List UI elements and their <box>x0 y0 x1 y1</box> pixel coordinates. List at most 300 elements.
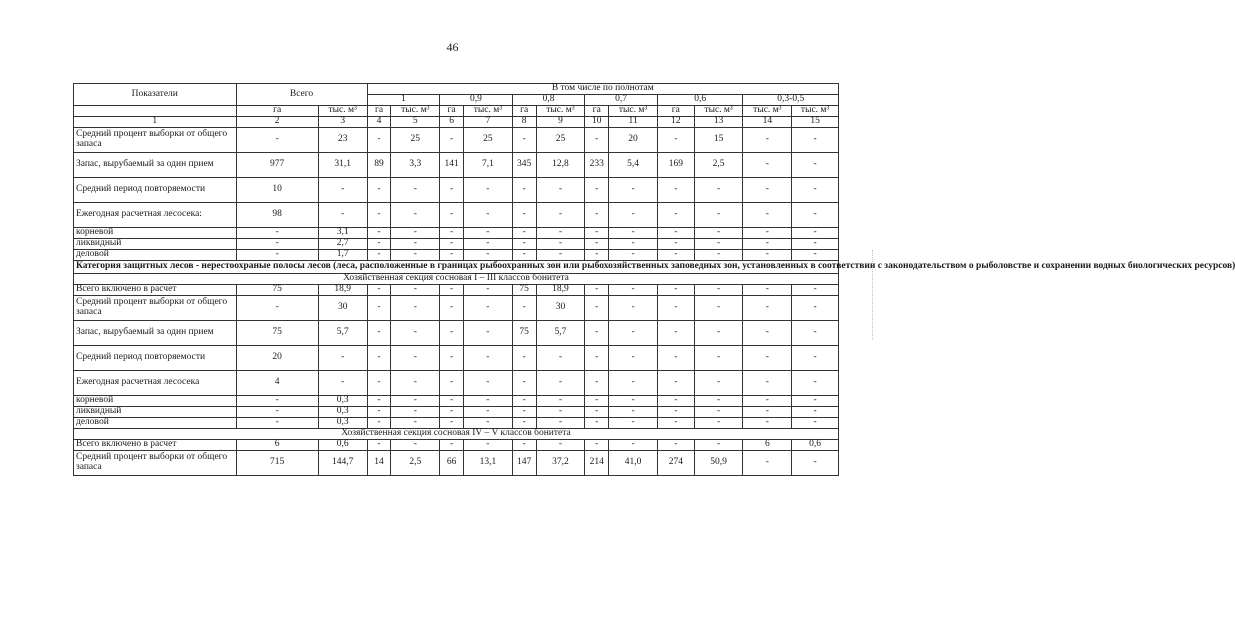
table-cell: - <box>657 417 694 428</box>
header-unit: га <box>440 106 464 117</box>
column-number: 11 <box>609 117 658 128</box>
header-unit: га <box>236 106 318 117</box>
table-cell: - <box>743 203 792 228</box>
table-cell: - <box>464 345 513 370</box>
table-cell: - <box>657 295 694 320</box>
table-cell: - <box>609 406 658 417</box>
header-density: 0,6 <box>657 95 743 106</box>
table-cell: 30 <box>318 295 367 320</box>
table-cell: - <box>464 417 513 428</box>
table-cell: - <box>367 203 391 228</box>
header-unit: га <box>585 106 609 117</box>
table-cell: - <box>585 284 609 295</box>
table-cell: - <box>585 320 609 345</box>
row-label: Всего включено в расчет <box>74 284 237 295</box>
table-cell: - <box>609 284 658 295</box>
table-cell: - <box>536 178 585 203</box>
table-cell: 1,7 <box>318 250 367 261</box>
column-number: 6 <box>440 117 464 128</box>
table-cell: - <box>367 395 391 406</box>
table-cell: - <box>536 439 585 450</box>
table-cell: - <box>743 178 792 203</box>
column-number: 1 <box>74 117 237 128</box>
table-cell: - <box>694 395 743 406</box>
table-cell: 141 <box>440 153 464 178</box>
row-label: корневой <box>74 228 237 239</box>
table-cell: - <box>367 370 391 395</box>
table-row <box>74 295 839 320</box>
column-number: 10 <box>585 117 609 128</box>
table-cell: - <box>391 345 440 370</box>
table-cell: - <box>367 128 391 153</box>
table-cell: 977 <box>236 153 318 178</box>
table-row <box>74 406 839 417</box>
table-cell: - <box>792 320 839 345</box>
row-label: Средний процент выборки от общего запаса <box>74 450 237 475</box>
table-cell: 2,5 <box>391 450 440 475</box>
table-cell: - <box>367 284 391 295</box>
header-row <box>74 84 839 95</box>
table-cell: - <box>391 203 440 228</box>
table-cell: - <box>694 284 743 295</box>
table-cell: - <box>440 417 464 428</box>
table-cell: - <box>585 345 609 370</box>
table-cell: 41,0 <box>609 450 658 475</box>
table-cell: - <box>657 345 694 370</box>
table-cell: - <box>391 178 440 203</box>
table-cell: - <box>236 395 318 406</box>
table-cell: - <box>792 128 839 153</box>
table-cell: 75 <box>236 320 318 345</box>
table-cell: - <box>694 439 743 450</box>
table-cell: 20 <box>609 128 658 153</box>
table-cell: - <box>391 239 440 250</box>
table-cell: - <box>657 228 694 239</box>
table-cell: - <box>609 345 658 370</box>
table-cell: - <box>585 239 609 250</box>
table-cell: - <box>743 284 792 295</box>
table-cell: - <box>657 395 694 406</box>
table-cell: - <box>609 417 658 428</box>
table-cell: - <box>391 320 440 345</box>
column-number: 15 <box>792 117 839 128</box>
table-cell: - <box>792 284 839 295</box>
table-cell: - <box>367 406 391 417</box>
table-cell: - <box>657 178 694 203</box>
table-cell: - <box>464 203 513 228</box>
table-cell: - <box>743 320 792 345</box>
row-label: корневой <box>74 395 237 406</box>
table-cell: - <box>536 417 585 428</box>
table-cell: - <box>792 406 839 417</box>
table-cell: - <box>792 417 839 428</box>
table-cell: - <box>391 417 440 428</box>
table-cell: - <box>743 417 792 428</box>
category-title: Категория защитных лесов - нерестоохраные полосы лесов (леса, расположенные в границах рыбоохранных зон или рыбохозяйственных заповедных зон, установленных в соответствии с законодательством о рыболовстве и сохранении водных биологических ресурсов) <box>74 261 839 274</box>
table-cell: - <box>792 295 839 320</box>
table-cell: 0,3 <box>318 395 367 406</box>
table-cell: - <box>512 370 536 395</box>
table-cell: - <box>440 345 464 370</box>
table-cell: - <box>609 178 658 203</box>
column-number: 5 <box>391 117 440 128</box>
table-cell: - <box>694 320 743 345</box>
header-density: 0,7 <box>585 95 658 106</box>
header-unit: га <box>367 106 391 117</box>
table-cell: - <box>657 370 694 395</box>
category-title-row <box>74 261 839 274</box>
table-cell: 50,9 <box>694 450 743 475</box>
table-cell: - <box>236 228 318 239</box>
header-density: 0,3-0,5 <box>743 95 839 106</box>
table-cell: 233 <box>585 153 609 178</box>
table-cell: - <box>657 284 694 295</box>
row-label: ликвидный <box>74 406 237 417</box>
table-cell: - <box>367 250 391 261</box>
table-cell: - <box>536 370 585 395</box>
table-cell: - <box>585 417 609 428</box>
table-cell: 75 <box>512 320 536 345</box>
table-cell: - <box>236 128 318 153</box>
table-cell: - <box>367 295 391 320</box>
table-cell: - <box>440 203 464 228</box>
table-cell: - <box>657 239 694 250</box>
table-cell: - <box>609 320 658 345</box>
table-row <box>74 203 839 228</box>
table-cell: - <box>464 406 513 417</box>
table-cell: - <box>512 250 536 261</box>
table-cell: - <box>367 320 391 345</box>
table-row <box>74 228 839 239</box>
table-cell: - <box>609 295 658 320</box>
table-cell: 214 <box>585 450 609 475</box>
header-density: 1 <box>367 95 440 106</box>
table-cell: - <box>536 345 585 370</box>
table-cell: - <box>585 128 609 153</box>
table-cell: - <box>536 250 585 261</box>
row-label: Запас, вырубаемый за один прием <box>74 320 237 345</box>
table-cell: - <box>512 345 536 370</box>
section-title-row <box>74 273 839 284</box>
row-label: Всего включено в расчет <box>74 439 237 450</box>
table-cell: - <box>512 295 536 320</box>
table-cell: - <box>743 450 792 475</box>
table-cell: - <box>512 439 536 450</box>
header-density: 0,9 <box>440 95 513 106</box>
table-cell: - <box>609 228 658 239</box>
table-cell: - <box>512 406 536 417</box>
table-cell: 0,3 <box>318 406 367 417</box>
table-row <box>74 250 839 261</box>
table-cell: - <box>609 439 658 450</box>
table-cell: 169 <box>657 153 694 178</box>
table-cell: - <box>440 320 464 345</box>
header-unit: тыс. м³ <box>609 106 658 117</box>
table-cell: - <box>391 295 440 320</box>
table-cell: - <box>585 295 609 320</box>
table-cell: - <box>694 250 743 261</box>
table-cell: - <box>585 439 609 450</box>
table-cell: - <box>440 178 464 203</box>
table-cell: - <box>792 250 839 261</box>
table-cell: 4 <box>236 370 318 395</box>
table-cell: - <box>694 295 743 320</box>
table-row <box>74 370 839 395</box>
table-cell: - <box>318 370 367 395</box>
margin-stamp <box>872 250 887 340</box>
table-cell: 0,6 <box>318 439 367 450</box>
table-cell: - <box>694 417 743 428</box>
table-cell: - <box>391 228 440 239</box>
table-cell: - <box>367 239 391 250</box>
table-cell: - <box>512 239 536 250</box>
column-number: 14 <box>743 117 792 128</box>
row-label: Средний процент выборки от общего запаса <box>74 128 237 153</box>
table-cell: 6 <box>236 439 318 450</box>
table-cell: - <box>609 250 658 261</box>
table-row <box>74 417 839 428</box>
forest-data-table <box>73 83 1235 476</box>
row-label: деловой <box>74 417 237 428</box>
table-cell: 13,1 <box>464 450 513 475</box>
table-cell: 66 <box>440 450 464 475</box>
column-number: 9 <box>536 117 585 128</box>
table-cell: - <box>236 406 318 417</box>
table-cell: 31,1 <box>318 153 367 178</box>
table-cell: - <box>318 178 367 203</box>
table-cell: 23 <box>318 128 367 153</box>
table-cell: - <box>743 395 792 406</box>
section-title: Хозяйственная секция сосновая I – III классов бонитета <box>74 273 839 284</box>
table-cell: - <box>464 178 513 203</box>
table-cell: - <box>743 250 792 261</box>
column-number: 7 <box>464 117 513 128</box>
table-cell: - <box>536 228 585 239</box>
table-cell: - <box>585 395 609 406</box>
table-cell: 37,2 <box>536 450 585 475</box>
table-cell: - <box>536 406 585 417</box>
table-cell: 7,1 <box>464 153 513 178</box>
column-number: 4 <box>367 117 391 128</box>
column-number: 12 <box>657 117 694 128</box>
table-cell: - <box>440 250 464 261</box>
table-cell: 3,1 <box>318 228 367 239</box>
header-unit: тыс. м³ <box>391 106 440 117</box>
table-cell: 345 <box>512 153 536 178</box>
table-cell: - <box>609 239 658 250</box>
table-cell: 89 <box>367 153 391 178</box>
table-cell: - <box>609 395 658 406</box>
table-cell: 5,7 <box>318 320 367 345</box>
row-label: Запас, вырубаемый за один прием <box>74 153 237 178</box>
table-cell: - <box>464 370 513 395</box>
table-cell: - <box>391 284 440 295</box>
table-cell: - <box>464 395 513 406</box>
header-density: 0,8 <box>512 95 585 106</box>
table-cell: - <box>464 284 513 295</box>
table-cell: 30 <box>536 295 585 320</box>
table-row <box>74 178 839 203</box>
table-cell: - <box>792 228 839 239</box>
column-numbers-row <box>74 117 839 128</box>
column-number: 8 <box>512 117 536 128</box>
table-cell: 144,7 <box>318 450 367 475</box>
table-cell: - <box>367 178 391 203</box>
table-cell: - <box>367 228 391 239</box>
table-cell: 25 <box>536 128 585 153</box>
table-cell: - <box>236 417 318 428</box>
page-number: 46 <box>446 40 459 54</box>
table-cell: - <box>236 250 318 261</box>
table-cell: - <box>657 439 694 450</box>
header-total: Всего <box>236 84 367 106</box>
header-unit: тыс. м³ <box>743 106 792 117</box>
header-unit: га <box>512 106 536 117</box>
table-cell: - <box>236 239 318 250</box>
row-label: Ежегодная расчетная лесосека: <box>74 203 237 228</box>
table-cell: - <box>440 395 464 406</box>
table-cell: - <box>367 417 391 428</box>
table-cell: - <box>391 395 440 406</box>
table-cell: - <box>743 228 792 239</box>
table-cell: - <box>743 345 792 370</box>
table-cell: - <box>694 239 743 250</box>
table-cell: - <box>318 203 367 228</box>
column-number: 13 <box>694 117 743 128</box>
table-cell: - <box>657 128 694 153</box>
table-cell: - <box>585 250 609 261</box>
table-cell: - <box>792 395 839 406</box>
table-cell: - <box>657 250 694 261</box>
header-unit: тыс. м³ <box>694 106 743 117</box>
table-cell: 5,4 <box>609 153 658 178</box>
table-cell: - <box>743 370 792 395</box>
table-cell: - <box>512 417 536 428</box>
row-label: деловой <box>74 250 237 261</box>
table-cell: 15 <box>694 128 743 153</box>
table-cell: - <box>318 345 367 370</box>
table-cell: - <box>609 370 658 395</box>
table-row <box>74 284 839 295</box>
table-cell: - <box>391 406 440 417</box>
table-cell: - <box>464 320 513 345</box>
table-cell: - <box>367 345 391 370</box>
table-cell: 5,7 <box>536 320 585 345</box>
table-cell: - <box>743 128 792 153</box>
section-title: Хозяйственная секция сосновая IV – V классов бонитета <box>74 428 839 439</box>
row-label: ликвидный <box>74 239 237 250</box>
table-cell: - <box>536 395 585 406</box>
table-cell: - <box>792 239 839 250</box>
table-cell: - <box>743 153 792 178</box>
table-cell: - <box>464 439 513 450</box>
table-cell: - <box>536 239 585 250</box>
column-number: 2 <box>236 117 318 128</box>
table-cell: - <box>512 203 536 228</box>
table-cell: - <box>792 153 839 178</box>
table-cell: - <box>464 228 513 239</box>
table-cell: - <box>743 295 792 320</box>
table-cell: - <box>694 203 743 228</box>
header-incl-density: В том числе по полнотам <box>367 84 838 95</box>
table-cell: - <box>440 439 464 450</box>
table-row <box>74 128 839 153</box>
column-number: 3 <box>318 117 367 128</box>
table-cell: - <box>792 450 839 475</box>
table-cell: 0,3 <box>318 417 367 428</box>
table-cell: - <box>792 345 839 370</box>
table-cell: - <box>609 203 658 228</box>
table-cell: - <box>694 370 743 395</box>
table-cell: - <box>464 239 513 250</box>
table-cell: 98 <box>236 203 318 228</box>
table-cell: - <box>236 295 318 320</box>
table-cell: - <box>694 228 743 239</box>
table-cell: 147 <box>512 450 536 475</box>
table-cell: - <box>440 284 464 295</box>
table-cell: 6 <box>743 439 792 450</box>
table-cell: - <box>792 178 839 203</box>
header-unit: га <box>657 106 694 117</box>
table-cell: - <box>391 370 440 395</box>
table-cell: 75 <box>512 284 536 295</box>
table-row <box>74 320 839 345</box>
table-cell: 18,9 <box>536 284 585 295</box>
table-cell: - <box>536 203 585 228</box>
row-label: Средний период повторяемости <box>74 345 237 370</box>
table-cell: - <box>743 406 792 417</box>
table-cell: - <box>391 250 440 261</box>
table-cell: 715 <box>236 450 318 475</box>
table-cell: - <box>743 239 792 250</box>
table-cell: - <box>440 406 464 417</box>
table-cell: - <box>585 406 609 417</box>
section-title-row <box>74 428 839 439</box>
table-cell: - <box>585 370 609 395</box>
header-units-row <box>74 106 839 117</box>
table-cell: 25 <box>464 128 513 153</box>
table-row <box>74 439 839 450</box>
table-cell: - <box>440 228 464 239</box>
table-cell: - <box>512 128 536 153</box>
table-cell: - <box>512 178 536 203</box>
table-row <box>74 395 839 406</box>
table-cell: - <box>440 128 464 153</box>
table-cell: - <box>694 406 743 417</box>
row-label: Средний процент выборки от общего запаса <box>74 295 237 320</box>
table-cell: - <box>694 345 743 370</box>
table-cell: - <box>512 228 536 239</box>
table-cell: - <box>585 203 609 228</box>
table-row <box>74 450 839 475</box>
table-cell: 12,8 <box>536 153 585 178</box>
table-row <box>74 345 839 370</box>
table-cell: 3,3 <box>391 153 440 178</box>
table-cell: - <box>440 239 464 250</box>
table-cell: - <box>657 406 694 417</box>
table-cell: - <box>792 370 839 395</box>
table-row <box>74 239 839 250</box>
header-unit: тыс. м³ <box>464 106 513 117</box>
header-indicators: Показатели <box>74 84 237 106</box>
table-cell: - <box>464 295 513 320</box>
table-cell: 75 <box>236 284 318 295</box>
table-cell: - <box>585 228 609 239</box>
table-cell: 2,7 <box>318 239 367 250</box>
table-cell: 0,6 <box>792 439 839 450</box>
table-cell: 10 <box>236 178 318 203</box>
header-unit: тыс. м³ <box>536 106 585 117</box>
